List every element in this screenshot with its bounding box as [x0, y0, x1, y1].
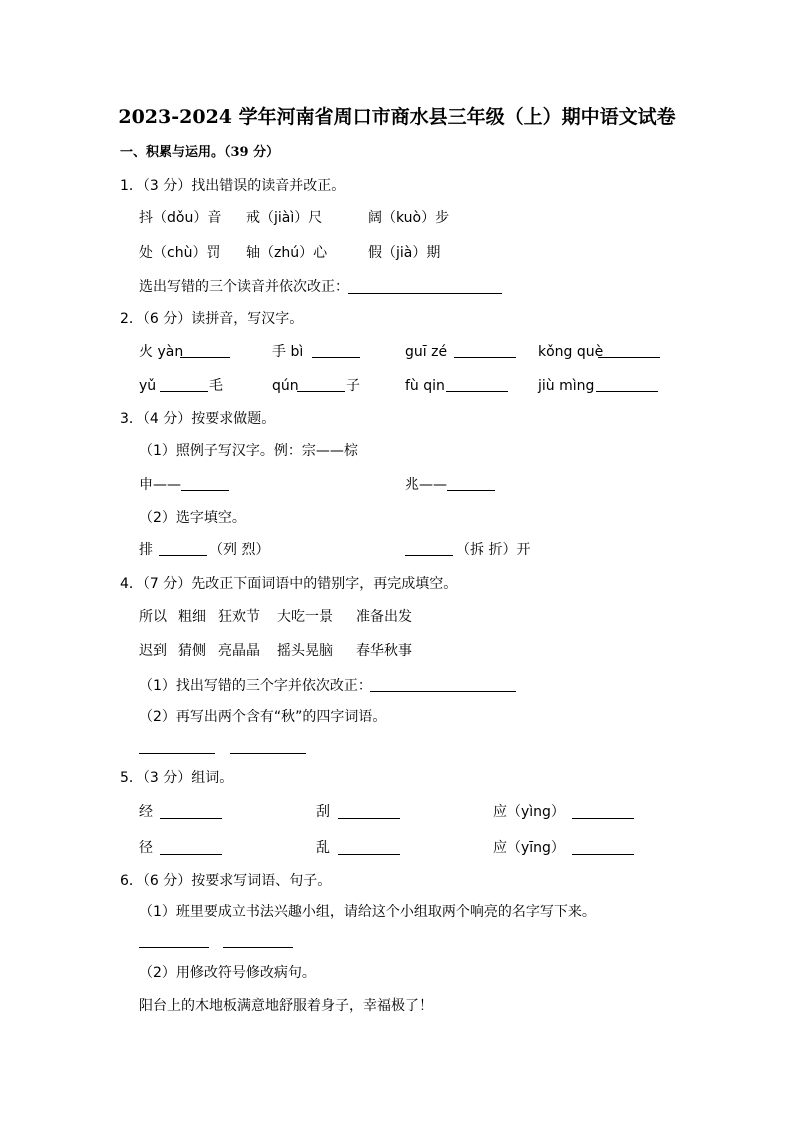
- q1-instruction: 选出写错的三个读音并依次改正：: [139, 279, 349, 295]
- answer-blank[interactable]: [159, 555, 207, 556]
- q1-item: 轴（zhú）心: [246, 245, 328, 261]
- q4-word: 猜侧: [178, 643, 206, 659]
- q2-pinyin: yǔ: [139, 378, 157, 394]
- question-3-stem: 3．（4 分）按要求做题。: [120, 411, 276, 427]
- section-heading: 一、积累与运用。（39 分）: [120, 145, 280, 160]
- answer-blank[interactable]: [230, 753, 306, 754]
- answer-blank[interactable]: [180, 357, 230, 358]
- answer-blank[interactable]: [446, 391, 508, 392]
- answer-blank[interactable]: [572, 854, 634, 855]
- q2-suffix: 子: [346, 378, 360, 394]
- q4-sub1: （1）找出写错的三个字并依次改正：: [139, 678, 372, 694]
- answer-blank[interactable]: [338, 818, 400, 819]
- answer-blank[interactable]: [348, 293, 502, 294]
- q4-word: 春华秋事: [356, 643, 412, 659]
- q5-char: 刮: [316, 804, 330, 820]
- q2-pinyin: kǒng què: [538, 344, 604, 360]
- q2-pinyin: qún: [272, 378, 299, 394]
- q3-sub1: （1）照例子写汉字。例：宗——棕: [139, 443, 358, 459]
- q1-item: 阔（kuò）步: [368, 210, 450, 226]
- question-4-stem: 4．（7 分）先改正下面词语中的错别字，再完成填空。: [120, 576, 458, 592]
- q6-sub1: （1）班里要成立书法兴趣小组，请给这个小组取两个响亮的名字写下来。: [139, 904, 596, 920]
- q4-word: 摇头晃脑: [277, 643, 333, 659]
- q3-choice: 排: [139, 542, 153, 558]
- question-5-stem: 5．（3 分）组词。: [120, 770, 234, 786]
- answer-blank[interactable]: [139, 947, 209, 948]
- answer-blank[interactable]: [297, 391, 345, 392]
- answer-blank[interactable]: [223, 947, 293, 948]
- answer-blank[interactable]: [160, 854, 222, 855]
- question-1-stem: 1．（3 分）找出错误的读音并改正。: [120, 178, 346, 194]
- q4-word: 狂欢节: [218, 609, 260, 625]
- q1-item: 处（chù）罚: [139, 245, 221, 261]
- q2-suffix: 毛: [209, 378, 223, 394]
- page-title: 2023-2024 学年河南省周口市商水县三年级（上）期中语文试卷: [118, 106, 676, 128]
- q5-char: 经: [139, 804, 153, 820]
- question-2-stem: 2．（6 分）读拼音，写汉字。: [120, 311, 304, 327]
- q5-char: 径: [139, 840, 153, 856]
- answer-blank[interactable]: [598, 357, 660, 358]
- q5-char: 乱: [316, 840, 330, 856]
- q4-word: 准备出发: [356, 609, 412, 625]
- q5-char: 应（yīng）: [493, 840, 565, 856]
- q4-word: 所以: [139, 609, 167, 625]
- answer-blank[interactable]: [405, 555, 453, 556]
- answer-blank[interactable]: [312, 357, 360, 358]
- q4-sub2: （2）再写出两个含有“秋”的四字词语。: [139, 709, 387, 725]
- answer-blank[interactable]: [139, 753, 215, 754]
- q3-options: （拆 折）开: [456, 542, 531, 558]
- answer-blank[interactable]: [338, 854, 400, 855]
- q1-item: 抖（dǒu）音: [139, 210, 222, 226]
- q3-example: 申——: [139, 477, 181, 493]
- q6-sub2: （2）用修改符号修改病句。: [139, 965, 316, 981]
- q6-sentence: 阳台上的木地板满意地舒服着身子，幸福极了！: [139, 998, 433, 1014]
- q2-pinyin: 手 bì: [272, 344, 304, 360]
- q3-options: （列 烈）: [209, 542, 270, 558]
- q4-word: 迟到: [139, 643, 167, 659]
- answer-blank[interactable]: [454, 357, 516, 358]
- q2-pinyin: 火 yàn: [139, 344, 184, 360]
- answer-blank[interactable]: [370, 691, 516, 692]
- q2-pinyin: fù qin: [405, 378, 445, 394]
- q1-item: 假（jià）期: [368, 245, 441, 261]
- q4-word: 粗细: [178, 609, 206, 625]
- q5-char: 应（yìng）: [493, 804, 565, 820]
- q2-pinyin: jiù mìng: [538, 378, 595, 394]
- q4-word: 亮晶晶: [218, 643, 260, 659]
- q2-pinyin: guī zé: [405, 344, 448, 360]
- answer-blank[interactable]: [596, 391, 658, 392]
- answer-blank[interactable]: [160, 391, 208, 392]
- q1-item: 戒（jiàì）尺: [246, 210, 323, 226]
- answer-blank[interactable]: [572, 818, 634, 819]
- answer-blank[interactable]: [447, 490, 495, 491]
- question-6-stem: 6．（6 分）按要求写词语、句子。: [120, 873, 332, 889]
- answer-blank[interactable]: [160, 818, 222, 819]
- q3-sub2: （2）选字填空。: [139, 510, 246, 526]
- q3-example: 兆——: [405, 477, 447, 493]
- q4-word: 大吃一景: [277, 609, 333, 625]
- answer-blank[interactable]: [181, 490, 229, 491]
